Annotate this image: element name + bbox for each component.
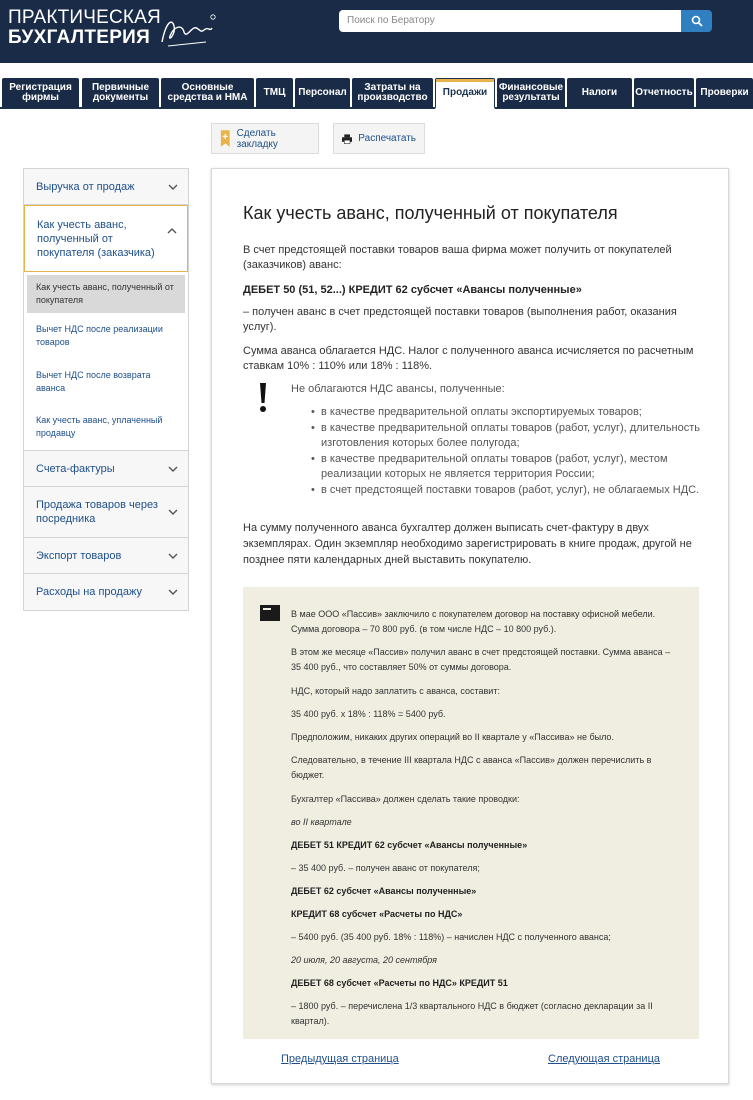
tab-reporting[interactable] [634,78,694,108]
tab-label: Затраты на производство [357,82,428,103]
example-entry: ДЕБЕТ 62 субсчет «Авансы полученные» [291,886,477,896]
bookmark-icon [220,129,231,149]
logo-line-1: ПРАКТИЧЕСКАЯ [8,7,161,28]
list-item: • в счет предстоящей поставки товаров (работ, услуг), не облагаемых НДС. [321,483,706,498]
tab-label: Основные средства и НМА [167,82,248,103]
example-text: Предположим, никаких других операций во II квартале у «Пассива» не было. [291,732,614,742]
tab-personnel[interactable] [295,78,350,108]
sidebar-item-advance-received[interactable] [24,205,188,272]
tab-production-costs[interactable] [352,78,433,108]
note-list [321,405,706,499]
article-card [211,168,729,1084]
example-text: НДС, который надо заплатить с аванса, составит: [291,686,500,696]
bookmark-label: Сделать закладку [236,127,278,150]
sidebar-submenu [24,272,188,451]
example-text: 20 июля, 20 августа, 20 сентября [291,955,437,965]
sidebar-item-invoices[interactable] [24,451,188,487]
article-entry: ДЕБЕТ 50 (51, 52...) КРЕДИТ 62 субсчет «Авансы полученные» [243,284,582,296]
sidebar-item-selling-expenses[interactable] [24,574,188,610]
example-text: В мае ООО «Пассив» заключило с покупателем договор на поставку офисной мебели. Сумма договора – 70 800 руб. (в том числе НДС – 10 800 руб.). [291,609,656,634]
example-text: во II квартале [291,817,352,827]
example-icon [260,605,280,621]
tab-financial-results[interactable] [497,78,565,108]
chevron-up-icon [167,226,177,236]
example-text: – 5400 руб. (35 400 руб. 18% : 118%) – начислен НДС с полученного аванса; [291,932,611,942]
sidebar-item-export[interactable] [24,538,188,574]
list-item: • в качестве предварительной оплаты товаров (работ, услуг), местом реализации которых не является территория России; [321,452,706,482]
article-paragraph: На сумму полученного аванса бухгалтер должен выписать счет-фактуру в двух экземплярах. Один экземпляр необходимо зарегистрировать в книге продаж, другой не позднее пяти календарных дней выставить покупателю. [243,522,692,566]
tab-label: Персонал [298,87,347,98]
tab-label: Регистрация фирмы [9,82,72,103]
sidebar-item-label: Экспорт товаров [36,549,122,562]
tab-tmc[interactable] [256,78,293,108]
logo-line-2: БУХГАЛТЕРИЯ [8,27,151,48]
tab-label: Налоги [581,87,618,98]
sidebar-subitem-advance-from-buyer[interactable] [27,275,185,313]
tab-sales[interactable] [435,78,495,109]
printer-icon [342,130,352,148]
article-paragraph: В счет предстоящей поставки товаров ваша фирма может получить от покупателей (заказчиков) аванс: [243,244,672,271]
berator-signature-icon [158,12,216,50]
print-button[interactable] [333,123,425,154]
tab-label: ТМЦ [263,87,286,98]
tab-label: Продажи [442,87,488,98]
example-text: В этом же месяце «Пассив» получил аванс в счет предстоящей поставки. Сумма аванса – 35 400 руб., что составляет 50% от суммы договора. [291,647,671,672]
sidebar-item-label: Счета-фактуры [36,462,115,475]
next-page-link[interactable]: Следующая страница [548,1053,660,1065]
tab-label: Финансовые результаты [498,82,564,103]
section-tabs [0,78,753,109]
tab-label: Первичные документы [91,82,150,103]
sidebar-item-label: Выручка от продаж [36,180,135,193]
sidebar-item-revenue[interactable] [24,169,188,205]
example-text: – 1800 руб. – перечислена 1/3 квартального НДС в бюджет (согласно декларации за II квартал). [291,1001,653,1026]
chevron-down-icon [168,551,178,561]
example-entry: КРЕДИТ 68 субсчет «Расчеты по НДС» [291,909,463,919]
example-box [243,587,699,1039]
tab-label: Отчетность [635,87,693,98]
sidebar-subitem-vat-after-sale[interactable] [24,313,188,359]
chevron-down-icon [168,182,178,192]
sidebar-nav [23,168,189,611]
chevron-down-icon [168,507,178,517]
sidebar-subitem-label: Вычет НДС после возврата аванса [36,369,151,393]
tab-label: Проверки [700,87,749,98]
sidebar-subitem-label: Вычет НДС после реализации товаров [36,324,163,347]
article-paragraph: – получен аванс в счет предстоящей поставки товаров (выполнения работ, оказания услуг). [243,306,677,333]
chevron-down-icon [168,464,178,474]
example-text: – 35 400 руб. – получен аванс от покупателя; [291,863,480,873]
example-text: 35 400 руб. х 18% : 118% = 5400 руб. [291,709,446,719]
article-paragraph: Сумма аванса облагается НДС. Налог с полученного аванса исчисляется по расчетным ставкам 10% : 110% или 18% : 118%. [243,345,694,372]
tab-registration[interactable] [2,78,79,108]
print-label: Распечатать [358,133,416,144]
sidebar-item-label: Как учесть аванс, полученный от покупателя (заказчика) [37,218,155,259]
sidebar-subitem-vat-after-refund[interactable] [24,359,188,404]
tab-primary-docs[interactable] [82,78,159,108]
search-input[interactable] [339,10,681,32]
chevron-down-icon [168,587,178,597]
search-button[interactable] [681,10,712,32]
tab-fixed-assets[interactable] [161,78,254,108]
search-icon [691,15,703,27]
bookmark-button[interactable] [211,123,319,154]
sidebar-subitem-advance-paid[interactable] [24,404,188,450]
sidebar-item-label: Продажа товаров через посредника [36,499,158,525]
sidebar-subitem-label: Как учесть аванс, полученный от покупателя [36,282,174,305]
list-item: • в качестве предварительной оплаты товаров (работ, услуг), длительность изготовления которых более полугода; [321,421,706,451]
prev-page-link[interactable]: Предыдущая страница [281,1053,399,1065]
exclamation-icon [256,383,270,413]
tab-audits[interactable] [696,78,753,108]
example-entry: ДЕБЕТ 68 субсчет «Расчеты по НДС» КРЕДИТ 51 [291,978,508,988]
sidebar-item-label: Расходы на продажу [36,586,142,598]
sidebar-subitem-label: Как учесть аванс, уплаченный продавцу [36,415,163,438]
note-title: Не облагаются НДС авансы, полученные: [291,383,505,395]
list-item: • в качестве предварительной оплаты экспортируемых товаров; [321,405,706,420]
page-title: Как учесть аванс, полученный от покупателя [243,203,618,223]
search-placeholder: Поиск по Бератору [347,15,435,26]
example-text: Бухгалтер «Пассива» должен сделать такие проводки: [291,794,520,804]
example-text: Следовательно, в течение III квартала НДС с аванса «Пассив» должен перечислить в бюджет. [291,755,652,780]
site-header [0,0,753,63]
site-logo[interactable] [8,8,161,48]
sidebar-item-intermediary-sales[interactable] [24,487,188,538]
example-entry: ДЕБЕТ 51 КРЕДИТ 62 субсчет «Авансы полученные» [291,840,528,850]
tab-taxes[interactable] [567,78,632,108]
